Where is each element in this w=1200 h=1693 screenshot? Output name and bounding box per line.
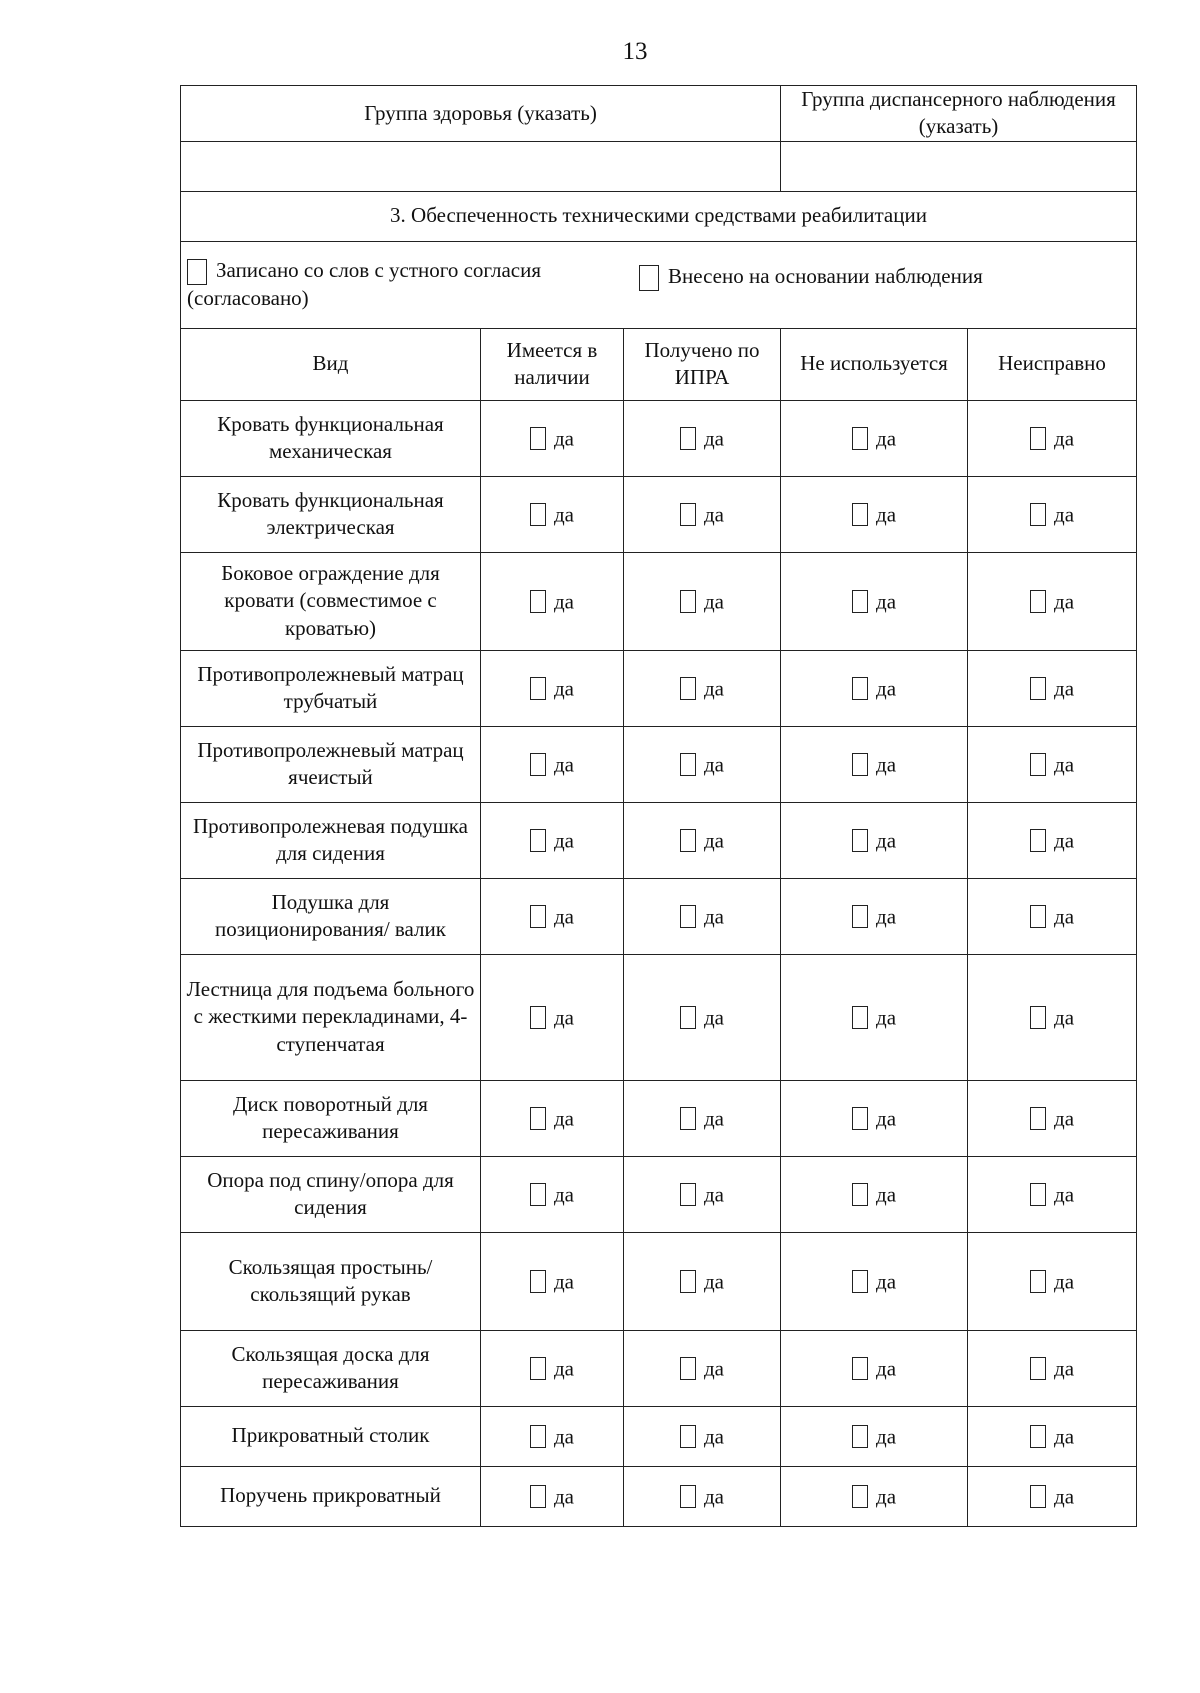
cell-available — [481, 400, 624, 476]
not-used-checkbox[interactable] — [852, 1425, 868, 1448]
yes-label: да — [876, 502, 897, 527]
faulty-checkbox[interactable] — [1030, 677, 1046, 700]
yes-label: да — [553, 828, 574, 853]
cell-available — [481, 1232, 624, 1330]
faulty-checkbox[interactable] — [1030, 427, 1046, 450]
faulty-checkbox[interactable] — [1030, 1357, 1046, 1380]
yes-label: да — [704, 1424, 725, 1449]
cell-available — [481, 1406, 624, 1466]
faulty-checkbox[interactable] — [1030, 503, 1046, 526]
item-name: Противопролежневый матрац трубчатый — [181, 650, 481, 726]
yes-label: да — [553, 1005, 574, 1030]
cell-not-used — [781, 878, 968, 954]
yes-label: да — [553, 589, 574, 614]
cell-not-used — [781, 552, 968, 650]
cell-not-used — [781, 476, 968, 552]
table-row — [181, 726, 1137, 802]
yes-label: да — [876, 1005, 897, 1030]
cell-received — [624, 726, 781, 802]
cell-received — [624, 476, 781, 552]
item-name: Скользящая простынь/скользящий рукав — [181, 1232, 481, 1330]
cell-received — [624, 1406, 781, 1466]
cell-available — [481, 1466, 624, 1526]
cell-faulty — [968, 1466, 1137, 1526]
faulty-checkbox[interactable] — [1030, 590, 1046, 613]
item-name: Опора под спину/опора для сидения — [181, 1156, 481, 1232]
yes-label: да — [553, 752, 574, 777]
table-row — [181, 1466, 1137, 1526]
yes-label: да — [704, 1106, 725, 1131]
yes-label: да — [876, 1356, 897, 1381]
cell-received — [624, 1466, 781, 1526]
yes-label: да — [876, 426, 897, 451]
yes-label: да — [1054, 752, 1075, 777]
cell-received — [624, 1330, 781, 1406]
yes-label: да — [704, 676, 725, 701]
cell-available — [481, 1080, 624, 1156]
yes-label: да — [704, 752, 725, 777]
yes-label: да — [553, 1356, 574, 1381]
item-name: Кровать функциональная электрическая — [181, 476, 481, 552]
yes-label: да — [1054, 1484, 1075, 1509]
table-row — [181, 650, 1137, 726]
cell-available — [481, 476, 624, 552]
cell-faulty — [968, 954, 1137, 1080]
verbal-consent-label: Записано со слов с устного согласия (согласовано) — [187, 257, 541, 311]
column-header-faulty: Неисправно — [968, 328, 1137, 400]
received-checkbox[interactable] — [680, 427, 696, 450]
table-row — [181, 1232, 1137, 1330]
item-name: Подушка для позиционирования/ валик — [181, 878, 481, 954]
cell-available — [481, 1156, 624, 1232]
available-checkbox[interactable] — [530, 677, 546, 700]
available-checkbox[interactable] — [530, 1270, 546, 1293]
available-checkbox[interactable] — [530, 753, 546, 776]
cell-faulty — [968, 400, 1137, 476]
rehab-means-table — [180, 85, 1137, 1527]
not-used-checkbox[interactable] — [852, 829, 868, 852]
received-checkbox[interactable] — [680, 1006, 696, 1029]
items-body — [181, 400, 1137, 1526]
received-checkbox[interactable] — [680, 677, 696, 700]
cell-available — [481, 802, 624, 878]
cell-not-used — [781, 1406, 968, 1466]
table-row — [181, 954, 1137, 1080]
yes-label: да — [553, 1424, 574, 1449]
cell-faulty — [968, 1080, 1137, 1156]
item-name: Противопролежневый матрац ячеистый — [181, 726, 481, 802]
yes-label: да — [1054, 1356, 1075, 1381]
yes-label: да — [704, 1484, 725, 1509]
received-checkbox[interactable] — [680, 905, 696, 928]
cell-not-used — [781, 1080, 968, 1156]
yes-label: да — [1054, 676, 1075, 701]
cell-available — [481, 878, 624, 954]
observation-checkbox[interactable] — [639, 265, 659, 291]
faulty-checkbox[interactable] — [1030, 1270, 1046, 1293]
cell-faulty — [968, 878, 1137, 954]
section-title: 3. Обеспеченность техническими средствами реабилитации — [181, 191, 1137, 241]
not-used-checkbox[interactable] — [852, 1107, 868, 1130]
cell-received — [624, 1156, 781, 1232]
column-header-available: Имеется в наличии — [481, 328, 624, 400]
table-row — [181, 878, 1137, 954]
available-checkbox[interactable] — [530, 1006, 546, 1029]
yes-label: да — [876, 589, 897, 614]
not-used-checkbox[interactable] — [852, 427, 868, 450]
faulty-checkbox[interactable] — [1030, 1107, 1046, 1130]
faulty-checkbox[interactable] — [1030, 753, 1046, 776]
cell-not-used — [781, 802, 968, 878]
table-row — [181, 1080, 1137, 1156]
cell-not-used — [781, 954, 968, 1080]
available-checkbox[interactable] — [530, 1425, 546, 1448]
item-name: Поручень прикроватный — [181, 1466, 481, 1526]
received-checkbox[interactable] — [680, 1485, 696, 1508]
table-row — [181, 1406, 1137, 1466]
yes-label: да — [1054, 1106, 1075, 1131]
not-used-checkbox[interactable] — [852, 905, 868, 928]
cell-available — [481, 726, 624, 802]
received-checkbox[interactable] — [680, 829, 696, 852]
cell-not-used — [781, 726, 968, 802]
cell-faulty — [968, 476, 1137, 552]
not-used-checkbox[interactable] — [852, 503, 868, 526]
yes-label: да — [1054, 828, 1075, 853]
table-row — [181, 476, 1137, 552]
yes-label: да — [1054, 1424, 1075, 1449]
not-used-checkbox[interactable] — [852, 590, 868, 613]
available-checkbox[interactable] — [530, 829, 546, 852]
received-checkbox[interactable] — [680, 1183, 696, 1206]
faulty-checkbox[interactable] — [1030, 1425, 1046, 1448]
cell-received — [624, 1232, 781, 1330]
received-checkbox[interactable] — [680, 503, 696, 526]
cell-available — [481, 650, 624, 726]
yes-label: да — [876, 1484, 897, 1509]
yes-label: да — [553, 1182, 574, 1207]
cell-not-used — [781, 1466, 968, 1526]
yes-label: да — [553, 1269, 574, 1294]
cell-faulty — [968, 552, 1137, 650]
cell-faulty — [968, 1156, 1137, 1232]
table-row — [181, 1330, 1137, 1406]
yes-label: да — [876, 1182, 897, 1207]
yes-label: да — [553, 1106, 574, 1131]
cell-not-used — [781, 650, 968, 726]
yes-label: да — [704, 828, 725, 853]
available-checkbox[interactable] — [530, 1485, 546, 1508]
item-name: Кровать функциональная механическая — [181, 400, 481, 476]
yes-label: да — [1054, 589, 1075, 614]
dispensary-group-label: Группа диспансерного наблюдения (указать) — [781, 86, 1137, 142]
yes-label: да — [553, 502, 574, 527]
yes-label: да — [704, 502, 725, 527]
health-group-label: Группа здоровья (указать) — [181, 86, 781, 142]
cell-received — [624, 400, 781, 476]
yes-label: да — [704, 1269, 725, 1294]
available-checkbox[interactable] — [530, 905, 546, 928]
yes-label: да — [876, 828, 897, 853]
cell-not-used — [781, 1232, 968, 1330]
item-name: Лестница для подъема больного с жесткими перекладинами, 4-ступенчатая — [181, 954, 481, 1080]
observation-label: Внесено на основании наблюдения — [668, 263, 983, 288]
cell-faulty — [968, 1232, 1137, 1330]
yes-label: да — [876, 1269, 897, 1294]
cell-received — [624, 1080, 781, 1156]
yes-label: да — [1054, 1269, 1075, 1294]
column-header-received: Получено по ИПРА — [624, 328, 781, 400]
not-used-checkbox[interactable] — [852, 1183, 868, 1206]
table-row — [181, 552, 1137, 650]
available-checkbox[interactable] — [530, 1357, 546, 1380]
available-checkbox[interactable] — [530, 1107, 546, 1130]
yes-label: да — [704, 589, 725, 614]
item-name: Скользящая доска для пересаживания — [181, 1330, 481, 1406]
received-checkbox[interactable] — [680, 753, 696, 776]
faulty-checkbox[interactable] — [1030, 1183, 1046, 1206]
cell-not-used — [781, 1330, 968, 1406]
yes-label: да — [704, 1356, 725, 1381]
not-used-checkbox[interactable] — [852, 677, 868, 700]
yes-label: да — [876, 752, 897, 777]
column-header-not-used: Не используется — [781, 328, 968, 400]
yes-label: да — [704, 1005, 725, 1030]
yes-label: да — [1054, 1005, 1075, 1030]
not-used-checkbox[interactable] — [852, 1270, 868, 1293]
column-header-type: Вид — [181, 328, 481, 400]
cell-not-used — [781, 1156, 968, 1232]
yes-label: да — [553, 426, 574, 451]
faulty-checkbox[interactable] — [1030, 905, 1046, 928]
yes-label: да — [876, 1106, 897, 1131]
cell-available — [481, 1330, 624, 1406]
received-checkbox[interactable] — [680, 1270, 696, 1293]
faulty-checkbox[interactable] — [1030, 1485, 1046, 1508]
faulty-checkbox[interactable] — [1030, 1006, 1046, 1029]
cell-faulty — [968, 726, 1137, 802]
not-used-checkbox[interactable] — [852, 1357, 868, 1380]
table-row — [181, 400, 1137, 476]
yes-label: да — [704, 1182, 725, 1207]
yes-label: да — [553, 1484, 574, 1509]
cell-received — [624, 878, 781, 954]
table-row — [181, 1156, 1137, 1232]
yes-label: да — [1054, 904, 1075, 929]
page-number: 13 — [622, 38, 648, 65]
available-checkbox[interactable] — [530, 427, 546, 450]
yes-label: да — [704, 426, 725, 451]
yes-label: да — [553, 676, 574, 701]
yes-label: да — [1054, 502, 1075, 527]
yes-label: да — [704, 904, 725, 929]
faulty-checkbox[interactable] — [1030, 829, 1046, 852]
cell-received — [624, 552, 781, 650]
consent-row — [181, 241, 1137, 328]
cell-available — [481, 954, 624, 1080]
yes-label: да — [553, 904, 574, 929]
available-checkbox[interactable] — [530, 503, 546, 526]
available-checkbox[interactable] — [530, 1183, 546, 1206]
not-used-checkbox[interactable] — [852, 753, 868, 776]
cell-received — [624, 650, 781, 726]
item-name: Прикроватный столик — [181, 1406, 481, 1466]
yes-label: да — [876, 1424, 897, 1449]
yes-label: да — [1054, 1182, 1075, 1207]
received-checkbox[interactable] — [680, 1425, 696, 1448]
yes-label: да — [876, 676, 897, 701]
cell-faulty — [968, 1330, 1137, 1406]
cell-received — [624, 802, 781, 878]
health-group-field[interactable] — [181, 141, 781, 191]
available-checkbox[interactable] — [530, 590, 546, 613]
received-checkbox[interactable] — [680, 590, 696, 613]
cell-received — [624, 954, 781, 1080]
table-row — [181, 802, 1137, 878]
item-name: Боковое ограждение для кровати (совместимое с кроватью) — [181, 552, 481, 650]
cell-faulty — [968, 802, 1137, 878]
cell-not-used — [781, 400, 968, 476]
received-checkbox[interactable] — [680, 1357, 696, 1380]
cell-available — [481, 552, 624, 650]
verbal-consent-checkbox[interactable] — [187, 259, 207, 285]
yes-label: да — [1054, 426, 1075, 451]
not-used-checkbox[interactable] — [852, 1006, 868, 1029]
item-name: Противопролежневая подушка для сидения — [181, 802, 481, 878]
item-name: Диск поворотный для пересаживания — [181, 1080, 481, 1156]
not-used-checkbox[interactable] — [852, 1485, 868, 1508]
yes-label: да — [876, 904, 897, 929]
dispensary-group-field[interactable] — [781, 141, 1137, 191]
cell-faulty — [968, 1406, 1137, 1466]
received-checkbox[interactable] — [680, 1107, 696, 1130]
cell-faulty — [968, 650, 1137, 726]
